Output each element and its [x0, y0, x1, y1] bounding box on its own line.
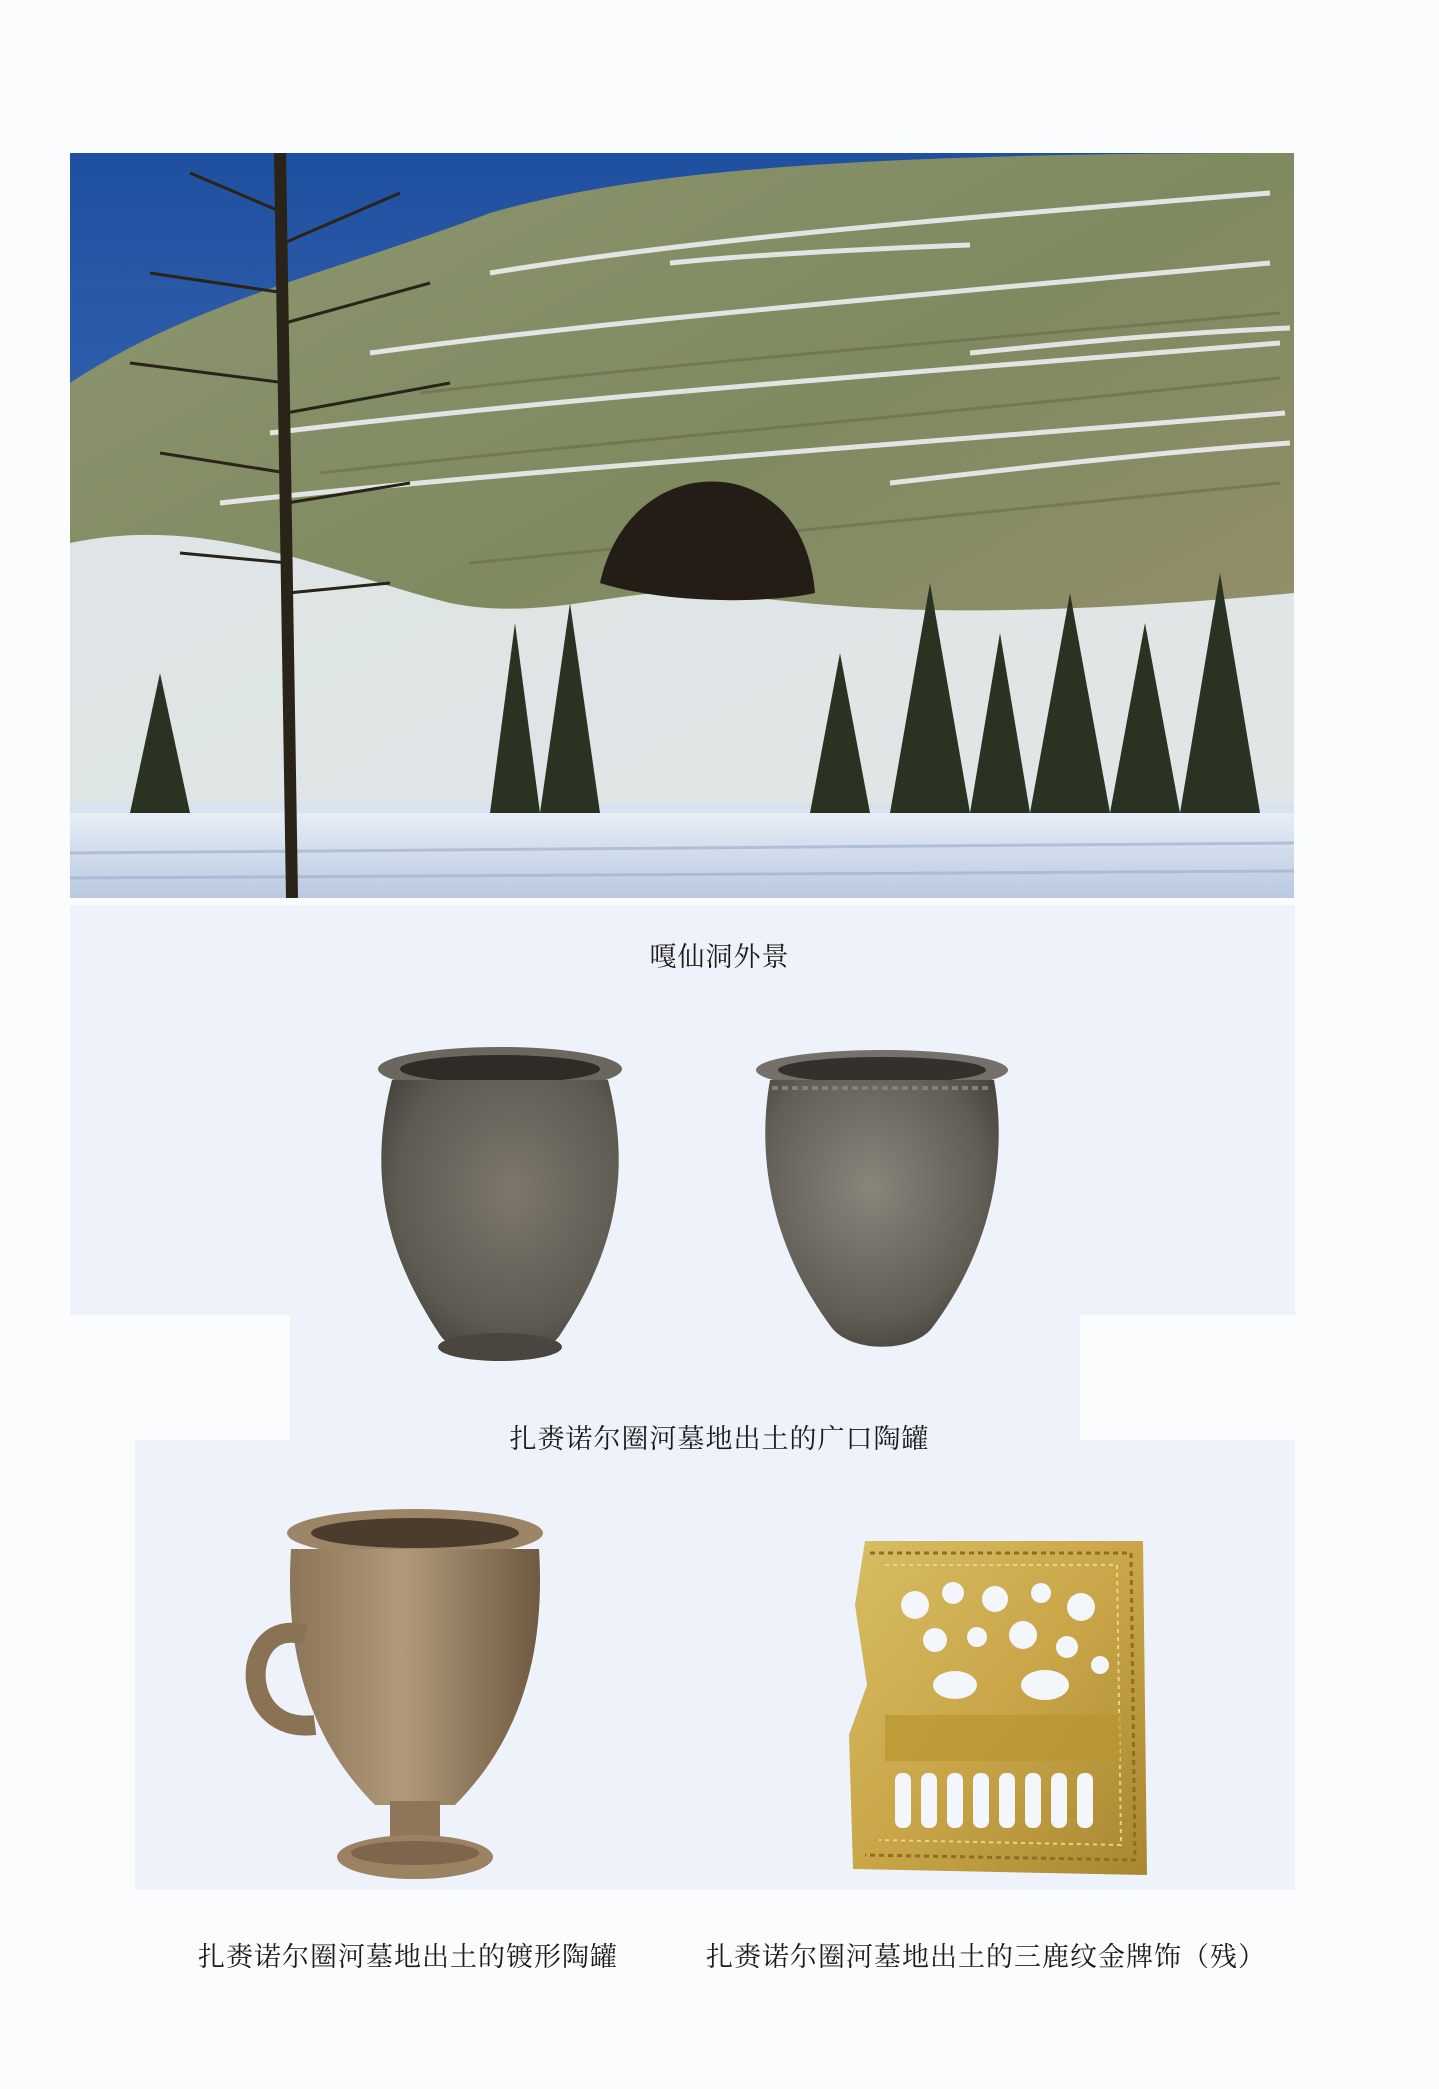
cave-exterior-photo [70, 153, 1294, 898]
figure-caption-gold-plaque: 扎赉诺尔圈河墓地出土的三鹿纹金牌饰（残） [706, 1942, 1266, 1973]
pottery-jar-image [370, 1045, 630, 1380]
three-deer-gold-plaque [845, 1535, 1150, 1884]
wide-mouth-jar-right [752, 1048, 1012, 1372]
cauldron-shaped-jar [245, 1505, 545, 1899]
figure-caption-wide-mouth-jars: 扎赉诺尔圈河墓地出土的广口陶罐 [509, 1424, 930, 1455]
pottery-jar-image [752, 1048, 1012, 1368]
figure-caption-cauldron-jar: 扎赉诺尔圈河墓地出土的镀形陶罐 [198, 1942, 618, 1973]
cave-exterior-image [70, 153, 1294, 898]
wide-mouth-jar-left [370, 1045, 630, 1384]
pottery-cauldron-jar-image [245, 1505, 545, 1895]
gold-plaque-image [845, 1535, 1150, 1880]
figure-caption-cave-exterior: 嘎仙洞外景 [649, 942, 790, 973]
